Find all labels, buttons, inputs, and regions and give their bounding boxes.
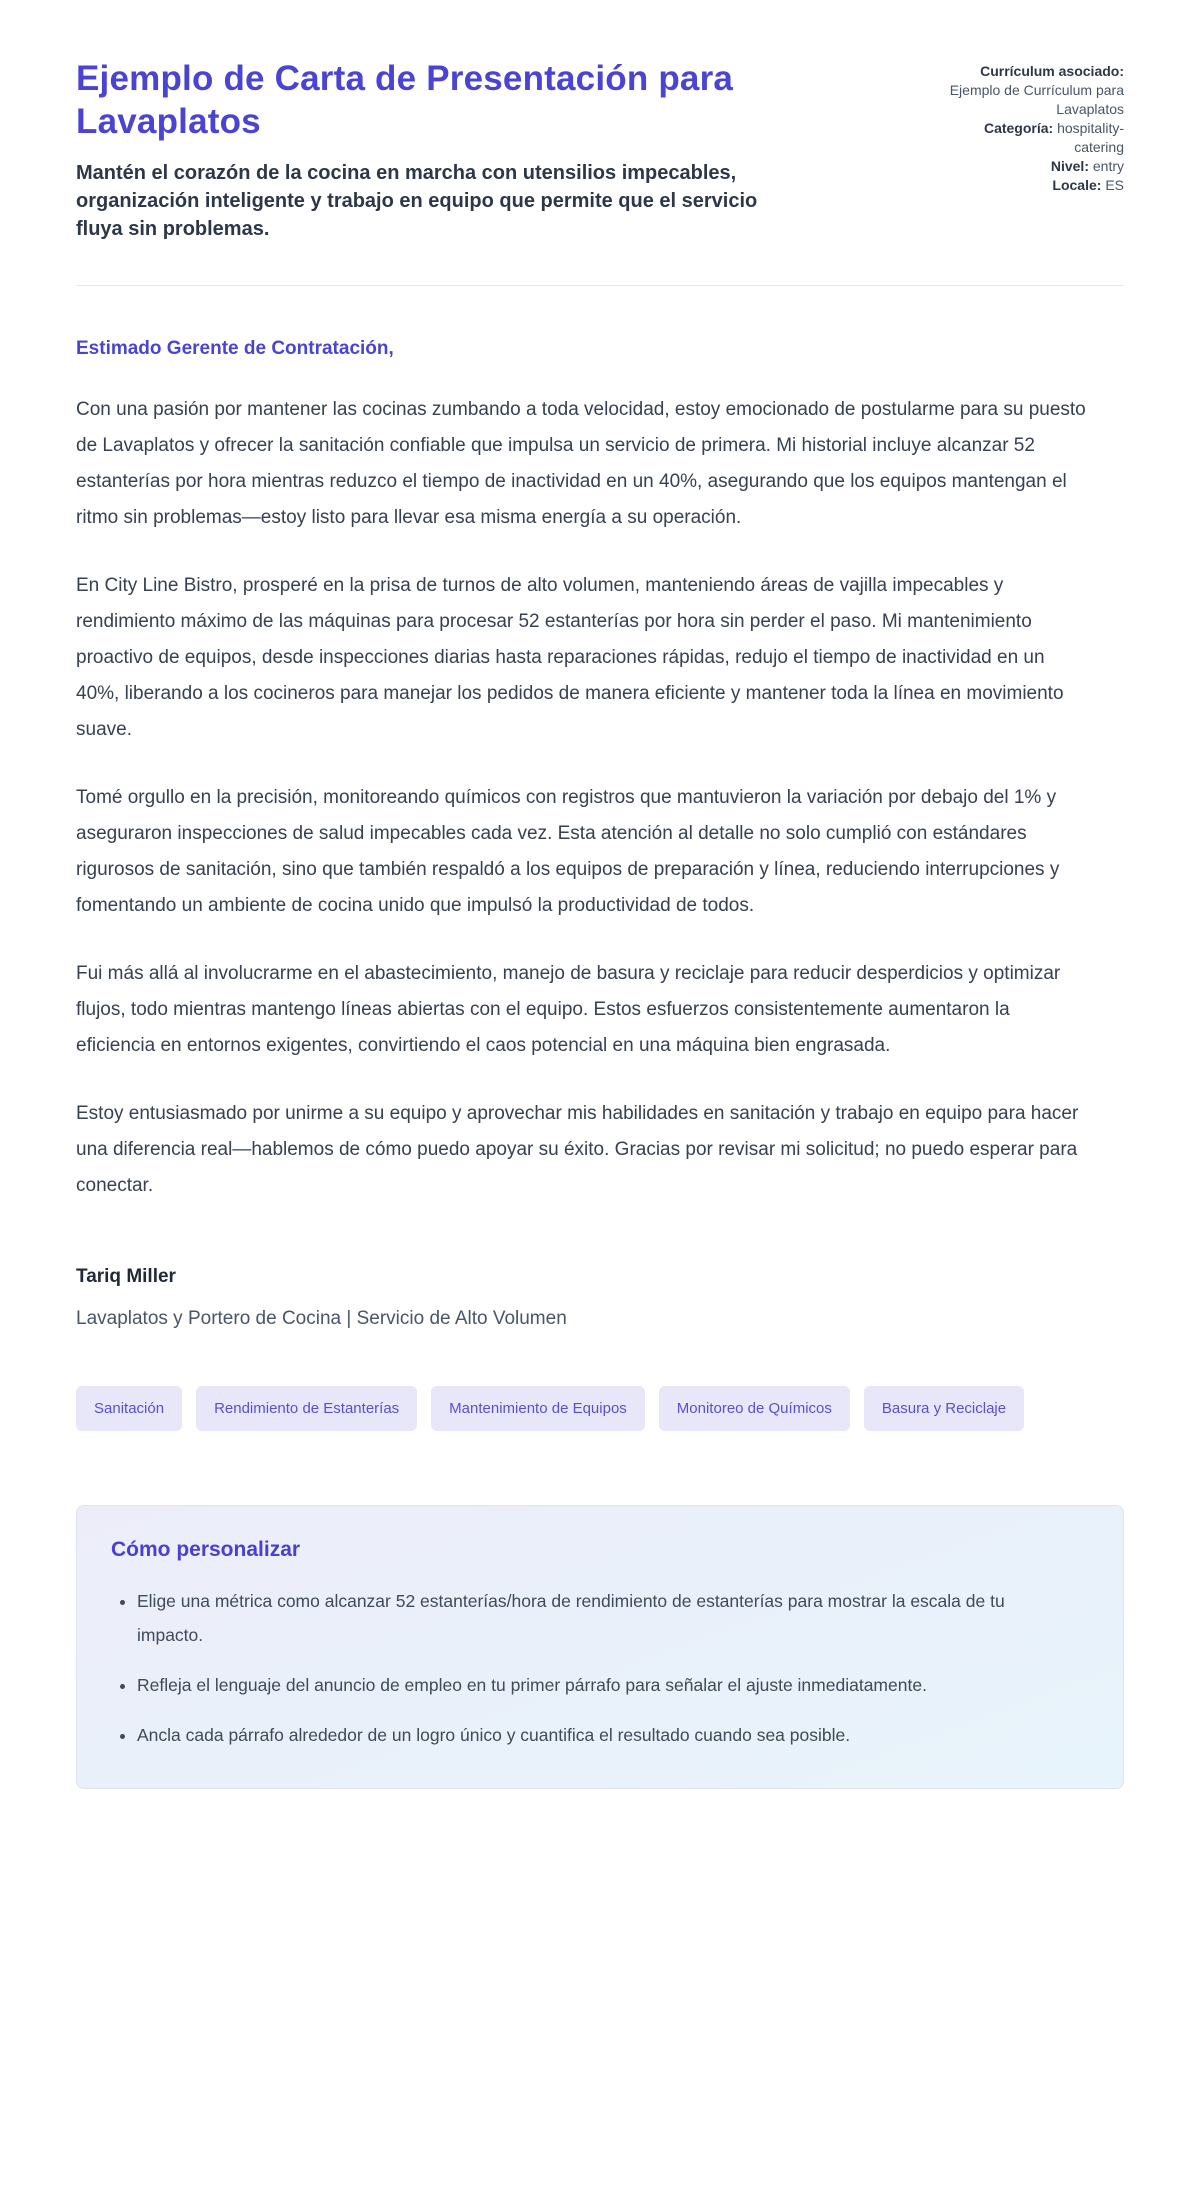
skill-tag: Rendimiento de Estanterías: [196, 1386, 417, 1431]
page-subtitle: Mantén el corazón de la cocina en marcha con utensilios impecables, organización inteligente y trabajo en equipo que permite que el servicio fluya sin problemas.: [76, 162, 758, 241]
meta-label: Locale:: [1052, 177, 1102, 193]
signature-name: Tariq Miller: [76, 1266, 176, 1288]
header-divider: [76, 285, 1124, 286]
page-title: Ejemplo de Carta de Presentación para Lavaplatos: [76, 59, 734, 141]
meta-associated-resume: [944, 62, 1124, 119]
content-container: [76, 0, 1124, 1859]
letter-paragraph: Con una pasión por mantener las cocinas zumbando a toda velocidad, estoy emocionado de postularme para su puesto de Lavaplatos y ofrecer la sanitación confiable que impulsa un servicio de primera. Mi historial incluye alcanzar 52 estanterías por hora mientras reduzco el tiempo de inactividad en un 40%, asegurando que los equipos mantengan el ritmo sin problemas—estoy listo para llevar esa misma energía a su operación.: [76, 399, 1086, 529]
tip-item: • Refleja el lenguaje del anuncio de empleo en tu primer párrafo para señalar el ajuste inmediatamente.: [137, 1668, 1037, 1702]
signature-role: Lavaplatos y Portero de Cocina | Servicio de Alto Volumen: [76, 1308, 567, 1330]
personalization-tips-box: [76, 1505, 1124, 1789]
metadata-block: [944, 58, 1124, 195]
tips-title: Cómo personalizar: [111, 1538, 301, 1562]
skill-tag: Mantenimiento de Equipos: [431, 1386, 645, 1431]
skill-tag: Monitoreo de Químicos: [659, 1386, 850, 1431]
document-header: [76, 58, 1124, 243]
meta-level: [944, 157, 1124, 176]
skill-tags: [76, 1386, 1076, 1431]
meta-label: Currículum asociado:: [980, 63, 1124, 79]
meta-category: [944, 119, 1124, 157]
tips-list: [111, 1584, 1089, 1752]
skill-tag: Basura y Reciclaje: [864, 1386, 1024, 1431]
meta-value: entry: [1092, 158, 1124, 174]
header-title-block: [76, 58, 886, 243]
letter-paragraph: Fui más allá al involucrarme en el abastecimiento, manejo de basura y reciclaje para reducir desperdicios y optimizar flujos, todo mientras mantengo líneas abiertas con el equipo. Estos esfuerzos consistentemente aumentaron la eficiencia en entornos exigentes, convirtiendo el caos potencial en una máquina bien engrasada.: [76, 963, 1061, 1057]
meta-value: hospitality-catering: [1057, 120, 1124, 155]
meta-value: ES: [1105, 177, 1124, 193]
cover-letter-body: [76, 338, 1124, 1330]
letter-paragraph: En City Line Bistro, prosperé en la prisa de turnos de alto volumen, manteniendo áreas de vajilla impecables y rendimiento máximo de las máquinas para procesar 52 estanterías por hora sin perder el paso. Mi mantenimiento proactivo de equipos, desde inspecciones diarias hasta reparaciones rápidas, redujo el tiempo de inactividad en un 40%, liberando a los cocineros para manejar los pedidos de manera eficiente y mantener toda la línea en movimiento suave.: [76, 575, 1064, 741]
salutation: Estimado Gerente de Contratación,: [76, 338, 394, 360]
skill-tag: Sanitación: [76, 1386, 182, 1431]
letter-paragraph: Estoy entusiasmado por unirme a su equipo y aprovechar mis habilidades en sanitación y trabajo en equipo para hacer una diferencia real—hablemos de cómo puedo apoyar su éxito. Gracias por revisar mi solicitud; no puedo esperar para conectar.: [76, 1103, 1079, 1197]
meta-label: Categoría:: [983, 120, 1054, 136]
meta-value: Ejemplo de Currículum para Lavaplatos: [949, 82, 1124, 117]
meta-locale: [944, 176, 1124, 195]
letter-paragraph: Tomé orgullo en la precisión, monitoreando químicos con registros que mantuvieron la variación por debajo del 1% y aseguraron inspecciones de salud impecables cada vez. Esta atención al detalle no solo cumplió con estándares rigurosos de sanitación, sino que también respaldó a los equipos de preparación y línea, reduciendo interrupciones y fomentando un ambiente de cocina unido que impulsó la productividad de todos.: [76, 787, 1060, 917]
meta-label: Nivel:: [1050, 158, 1089, 174]
tip-item: • Ancla cada párrafo alrededor de un logro único y cuantifica el resultado cuando sea posible.: [137, 1718, 1037, 1752]
signature-block: [76, 1266, 1124, 1330]
tip-item: • Elige una métrica como alcanzar 52 estanterías/hora de rendimiento de estanterías para mostrar la escala de tu impacto.: [137, 1584, 1037, 1652]
